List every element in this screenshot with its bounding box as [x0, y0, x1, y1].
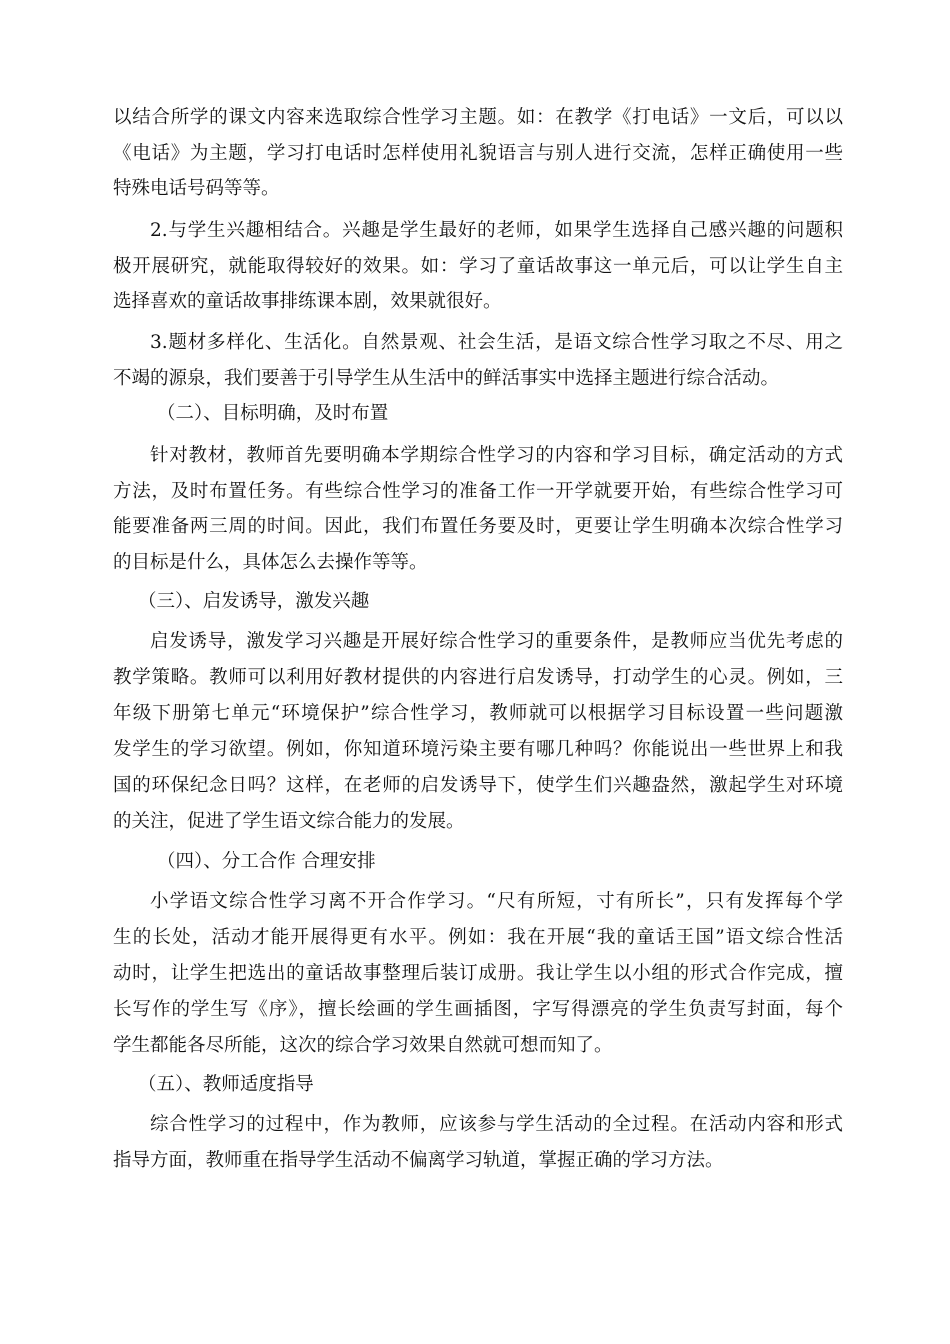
text-line: 教学策略。教师可以利用好教材提供的内容进行启发诱导，打动学生的心灵。例如，三 [113, 667, 843, 688]
text-line: 国的环保纪念日吗？这样，在老师的启发诱导下，使学生们兴趣盎然，激起学生对环境 [113, 775, 843, 796]
text-line: 特殊电话号码等等。 [113, 178, 280, 199]
text-line: 综合性学习的过程中，作为教师，应该参与学生活动的全过程。在活动内容和形式 [150, 1114, 843, 1135]
text-line: 发学生的学习欲望。例如，你知道环境污染主要有哪几种吗？你能说出一些世界上和我 [113, 739, 843, 760]
text-line: 选择喜欢的童话故事排练课本剧，效果就很好。 [113, 291, 502, 312]
text-line: 长写作的学生写《序》，擅长绘画的学生画插图，字写得漂亮的学生负责写封面，每个 [113, 999, 843, 1020]
text-line: 不竭的源泉，我们要善于引导学生从生活中的鲜活事实中选择主题进行综合活动。 [113, 368, 780, 389]
text-line: 方法，及时布置任务。有些综合性学习的准备工作一开学就要开始，有些综合性学习可 [113, 481, 843, 502]
text-line: 以结合所学的课文内容来选取综合性学习主题。如：在教学《打电话》一文后，可以以 [113, 107, 843, 128]
text-line: 启发诱导，激发学习兴趣是开展好综合性学习的重要条件，是教师应当优先考虑的 [150, 631, 843, 652]
text-line: 年级下册第七单元“环境保护”综合性学习，教师就可以根据学习目标设置一些问题激 [113, 703, 843, 724]
text-line: 针对教材，教师首先要明确本学期综合性学习的内容和学习目标，确定活动的方式 [150, 445, 843, 466]
text-line: 能要准备两三周的时间。因此，我们布置任务要及时，更要让学生明确本次综合性学习 [113, 516, 843, 537]
text-line: 学生都能各尽所能，这次的综合学习效果自然就可想而知了。 [113, 1035, 613, 1056]
text-line: 的关注，促进了学生语文综合能力的发展。 [113, 811, 465, 832]
section-heading: （四）、分工合作 合理安排 [157, 851, 376, 872]
text-line: 小学语文综合性学习离不开合作学习。“尺有所短，寸有所长”，只有发挥每个学 [150, 891, 843, 912]
text-line: 动时，让学生把选出的童话故事整理后装订成册。我让学生以小组的形式合作完成，擅 [113, 963, 843, 984]
text-line: 生的长处，活动才能开展得更有水平。例如：我在开展“我的童话王国”语文综合性活 [113, 927, 843, 948]
text-line: 2.与学生兴趣相结合。兴趣是学生最好的老师，如果学生选择自己感兴趣的问题积 [150, 220, 843, 241]
text-line: 的目标是什么，具体怎么去操作等等。 [113, 552, 428, 573]
text-line: 极开展研究，就能取得较好的效果。如：学习了童话故事这一单元后，可以让学生自主 [113, 256, 843, 277]
section-heading: （二）、目标明确，及时布置 [157, 403, 389, 424]
section-heading: （三）、启发诱导，激发兴趣 [138, 591, 370, 612]
section-heading: （五）、教师适度指导 [138, 1074, 314, 1095]
text-line: 指导方面，教师重在指导学生活动不偏离学习轨道，掌握正确的学习方法。 [113, 1150, 724, 1171]
text-line: 《电话》为主题，学习打电话时怎样使用礼貌语言与别人进行交流，怎样正确使用一些 [113, 143, 843, 164]
text-line: 3.题材多样化、生活化。自然景观、社会生活，是语文综合性学习取之不尽、用之 [150, 332, 843, 353]
